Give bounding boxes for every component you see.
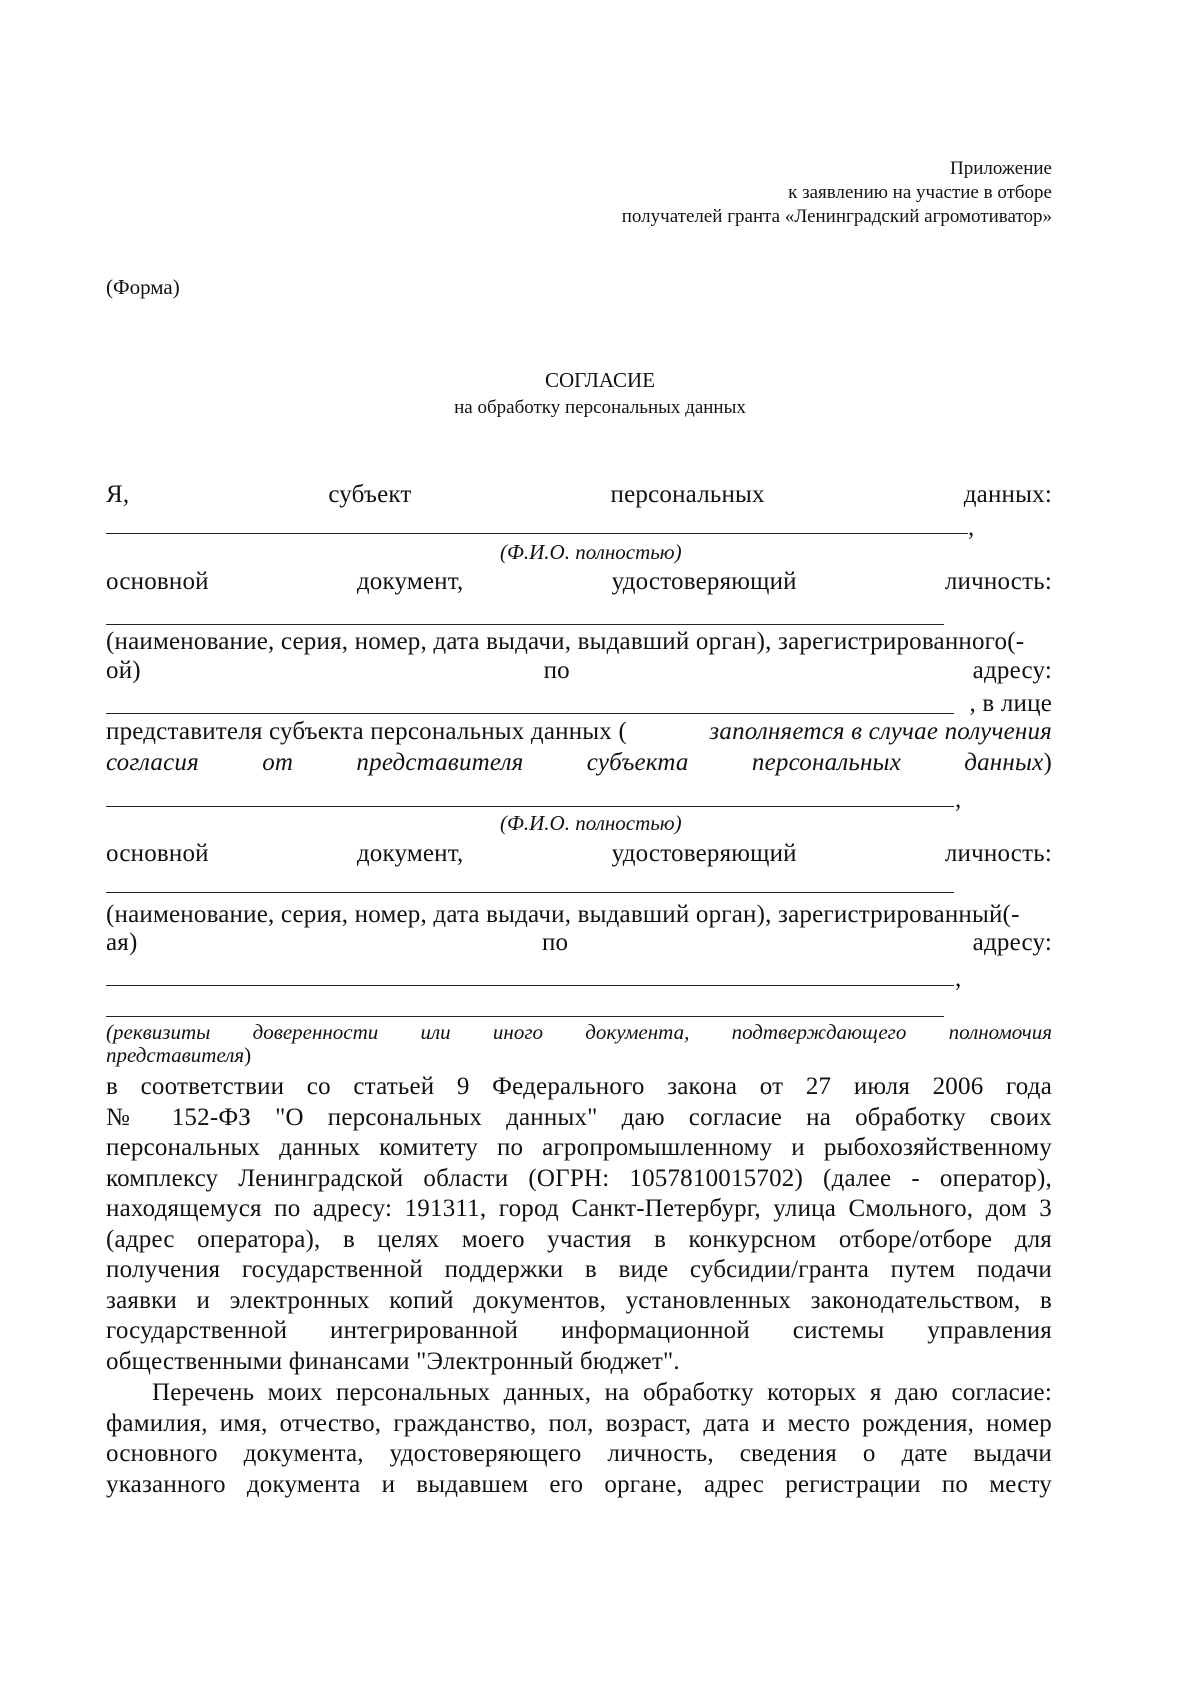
word-subject: субъект	[328, 481, 412, 508]
representative-line-1	[106, 718, 1052, 746]
word-certifying: удостоверяющий	[611, 568, 797, 595]
word-document-2: документ,	[356, 840, 464, 867]
power-close-paren: )	[244, 1043, 252, 1067]
word-other: иного	[492, 1020, 544, 1044]
word-address: адресу:	[972, 657, 1052, 684]
appendix-line-1: Приложение	[950, 158, 1052, 179]
in-face: , в лице	[969, 690, 1052, 717]
para2-line: Перечень моих персональных данных, на обработку которых я даю согласие:	[152, 1379, 1052, 1406]
word-document: документ,	[356, 568, 464, 595]
rep-doc-field[interactable]	[106, 892, 954, 893]
rep-reg-line	[106, 929, 1052, 957]
word-data: данных:	[963, 481, 1052, 508]
subject-address-field[interactable]	[106, 713, 954, 714]
body-line: заявки и электронных копий документов, установленных законодательством, в	[106, 1286, 1052, 1314]
word-main-2: основной	[106, 840, 209, 867]
word-identity: личность:	[944, 568, 1052, 595]
word-identity-2: личность:	[944, 840, 1052, 867]
word-po-2: по	[541, 929, 569, 956]
word-subject-2: субъекта	[586, 749, 689, 776]
para2-line: указанного документа и выдавшем его органе, адрес регистрации по месту	[106, 1470, 1052, 1498]
rep-doc-hint: (наименование, серия, номер, дата выдачи, выдавший орган), зарегистрированный(-	[106, 901, 1020, 928]
para2-line: фамилия, имя, отчество, гражданство, пол, возраст, дата и место рождения, номер	[106, 1409, 1052, 1437]
word-doc: документа,	[585, 1020, 690, 1044]
rep-fio-hint: (Ф.И.О. полностью)	[500, 811, 682, 835]
word-aya: ая)	[106, 929, 138, 956]
word-main: основной	[106, 568, 209, 595]
para2-line: основного документа, удостоверяющего личность, сведения о дате выдачи	[106, 1440, 1052, 1467]
word-from: от	[262, 749, 294, 776]
power-hint-line-2	[106, 1043, 251, 1068]
body-line: в соответствии со статьей 9 Федерального закона от 27 июля 2006 года	[106, 1073, 1052, 1100]
close-paren: )	[1043, 749, 1052, 776]
word-oy: ой)	[106, 657, 141, 684]
word-requisites: (реквизиты	[106, 1020, 211, 1044]
rep-power-field[interactable]	[106, 1016, 944, 1017]
word-representative-2: представителя	[106, 1043, 245, 1067]
comma: ,	[955, 786, 962, 813]
personal-data-list	[106, 1378, 1052, 1500]
word-confirming: подтверждающего	[731, 1020, 907, 1044]
word-personal-2: персональных	[751, 749, 901, 776]
rep-address-field[interactable]	[106, 985, 954, 986]
body-line: комплексу Ленинградской области (ОГРН: 1057810015702) (далее - оператор),	[106, 1164, 1052, 1192]
word-data-2	[964, 749, 1052, 777]
comma: ,	[968, 514, 975, 541]
subject-reg-line	[106, 657, 1052, 685]
rep-fio-field[interactable]	[106, 806, 954, 807]
word-representative: представителя	[356, 749, 524, 776]
body-line: персональных данных комитету по агропромышленному и рыбохозяйственному	[106, 1134, 1052, 1161]
appendix-line-3: получателей гранта «Ленинградский агромотиватор»	[621, 206, 1052, 227]
subject-doc-field[interactable]	[106, 624, 944, 625]
word-certifying-2: удостоверяющий	[611, 840, 797, 867]
word-po: по	[543, 657, 570, 684]
word-address-2: адресу:	[972, 929, 1052, 956]
form-label: (Форма)	[106, 275, 180, 299]
subject-fio-field[interactable]	[106, 533, 968, 534]
body-last-line: общественными финансами "Электронный бюджет".	[106, 1347, 680, 1375]
rep-intro: представителя субъекта персональных данных (	[106, 718, 627, 745]
body-line: (адрес оператора), в целях моего участия в конкурсном отборе/отборе для	[106, 1225, 1052, 1253]
subject-line	[106, 481, 1052, 509]
body-line: получения государственной поддержки в виде субсидии/гранта путем подачи	[106, 1256, 1052, 1283]
subject-doc-hint: (наименование, серия, номер, дата выдачи, выдавший орган), зарегистрированного(-	[106, 628, 1025, 655]
word-data-2-text: данных	[964, 749, 1044, 776]
word-or: или	[420, 1020, 451, 1044]
rep-doc-line	[106, 840, 1052, 868]
power-hint-line-1	[106, 1020, 1052, 1045]
body-line: № 152-ФЗ "О персональных данных" даю согласие на обработку своих	[106, 1103, 1052, 1131]
word-consent: согласия	[106, 749, 199, 776]
subject-doc-line	[106, 568, 1052, 596]
body-line: находящемуся по адресу: 191311, город Санкт-Петербург, улица Смольного, дом 3	[106, 1195, 1052, 1222]
fio-hint: (Ф.И.О. полностью)	[500, 540, 682, 564]
body-line: государственной интегрированной информационной системы управления	[106, 1317, 1052, 1344]
document-subtitle: на обработку персональных данных	[454, 397, 746, 418]
representative-line-2	[106, 749, 1052, 777]
word-powers: полномочия	[948, 1020, 1052, 1044]
consent-body	[106, 1072, 1052, 1377]
word-personal: персональных	[610, 481, 765, 508]
word-ya: Я,	[106, 481, 130, 508]
word-proxy: доверенности	[252, 1020, 379, 1044]
document-title: СОГЛАСИЕ	[544, 368, 656, 392]
rep-note: заполняется в случае получения	[709, 718, 1052, 745]
appendix-line-2: к заявлению на участие в отборе	[788, 182, 1052, 203]
comma: ,	[955, 965, 962, 992]
